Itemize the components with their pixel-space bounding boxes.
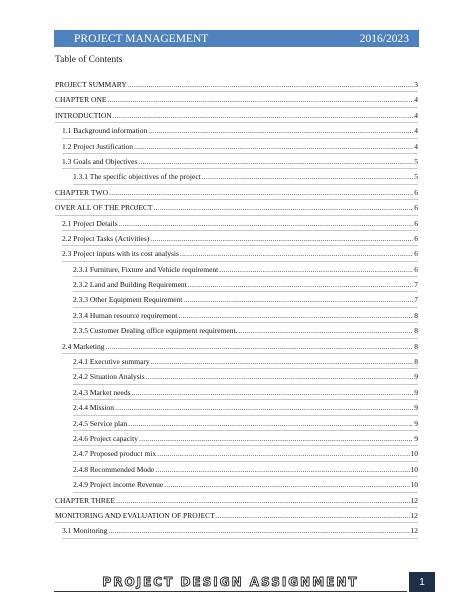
toc-entry-page: 12 (410, 510, 418, 520)
toc-entry-page: 8 (414, 357, 418, 367)
toc-entry-label: 2.3.4 Human resource requirement (73, 310, 178, 320)
toc-dot-leader (154, 203, 414, 212)
toc-entry[interactable] (55, 247, 418, 262)
toc-dot-leader (113, 111, 414, 120)
toc-entry-label: 2.4.5 Service plan (73, 418, 128, 428)
toc-entry-divider (62, 153, 418, 154)
toc-entry-divider (73, 368, 418, 369)
toc-dot-leader (139, 434, 413, 443)
toc-dot-leader (155, 465, 409, 474)
toc-entry-page: 5 (414, 172, 418, 182)
toc-entry-label: MONITORING AND EVALUATION OF PROJECT (55, 510, 215, 520)
toc-entry-divider (73, 384, 418, 385)
toc-entry-divider (73, 445, 418, 446)
toc-entry[interactable] (55, 478, 418, 493)
toc-entry-page: 6 (414, 233, 418, 243)
toc-entry-divider (55, 91, 418, 92)
toc-entry-label: 1.3 Goals and Objectives (62, 156, 138, 166)
toc-entry-label: OVER ALL OF THE PROJECT (55, 203, 153, 213)
toc-entry-label: 2.4.4 Mission (73, 403, 115, 413)
toc-entry-page: 9 (414, 433, 418, 443)
toc-entry-page: 5 (414, 156, 418, 166)
toc-dot-leader (116, 496, 409, 505)
toc-entry-page: 4 (414, 110, 418, 120)
toc-dot-leader (180, 249, 413, 258)
toc-entry-label: 2.4.8 Recommended Mode (73, 464, 155, 474)
toc-entry-divider (55, 507, 418, 508)
toc-entry-page: 9 (414, 418, 418, 428)
toc-entry[interactable] (55, 109, 418, 124)
toc-entry-label: 3.1 Monitoring (62, 526, 108, 536)
toc-entry[interactable] (55, 263, 418, 278)
toc-entry[interactable] (55, 324, 418, 339)
toc-dot-leader (157, 449, 409, 458)
toc-entry[interactable] (55, 494, 418, 509)
footer-divider (54, 591, 407, 592)
toc-dot-leader (216, 511, 410, 520)
toc-entry-page: 7 (414, 280, 418, 290)
toc-entry-label: 2.3.2 Land and Building Requirement (73, 280, 187, 290)
toc-entry-label: CHAPTER ONE (55, 95, 107, 105)
toc-entry[interactable] (55, 370, 418, 385)
toc-entry-divider (73, 399, 418, 400)
toc-entry-divider (55, 199, 418, 200)
toc-entry-page: 9 (414, 372, 418, 382)
toc-dot-leader (119, 219, 414, 228)
toc-entry[interactable] (55, 340, 418, 355)
toc-entry-divider (62, 353, 418, 354)
toc-entry-divider (73, 307, 418, 308)
toc-entry-page: 3 (414, 80, 418, 89)
toc-entry-label: INTRODUCTION (55, 110, 112, 120)
toc-entry-label: 2.4.2 Situation Analysis (73, 372, 145, 382)
toc-entry[interactable] (55, 309, 418, 324)
toc-entry-divider (73, 322, 418, 323)
toc-entry-label: 2.4.9 Project income Revenue (73, 480, 164, 490)
toc-entry-divider (73, 430, 418, 431)
toc-heading: Table of Contents (55, 55, 123, 65)
toc-dot-leader (134, 142, 413, 151)
toc-dot-leader (183, 295, 413, 304)
toc-dot-leader (138, 157, 413, 166)
toc-entry-page: 6 (414, 218, 418, 228)
toc-entry-page: 7 (414, 295, 418, 305)
toc-entry-label: 2.3 Project inputs with its cost analysis (62, 249, 179, 259)
toc-entry-divider (73, 476, 418, 477)
toc-entry-label: PROJECT SUMMARY (55, 80, 127, 89)
header-title: PROJECT MANAGEMENT (74, 32, 209, 45)
toc-entry-label: 2.4 Marketing (62, 341, 105, 351)
toc-entry-divider (73, 415, 418, 416)
toc-dot-leader (108, 526, 409, 535)
toc-entry[interactable] (55, 432, 418, 447)
toc-entry[interactable] (55, 524, 418, 539)
toc-entry[interactable] (55, 355, 418, 370)
header-year: 2016/2023 (359, 32, 409, 45)
toc-entry-label: 2.3.1 Furniture, Fixture and Vehicle requirement (73, 264, 219, 274)
toc-dot-leader (219, 265, 413, 274)
toc-entry[interactable] (55, 186, 418, 201)
toc-entry-label: 2.4.7 Proposed product mix (73, 449, 157, 459)
toc-entry[interactable] (55, 124, 418, 139)
toc-dot-leader (131, 388, 413, 397)
toc-entry-divider (62, 138, 418, 139)
toc-entry-divider (62, 538, 418, 539)
toc-entry[interactable] (55, 386, 418, 401)
toc-entry-page: 4 (414, 126, 418, 136)
toc-entry-page: 12 (410, 526, 418, 536)
toc-entry-label: 1.1 Background information (62, 126, 148, 136)
toc-entry-label: 2.4.3 Market needs (73, 387, 131, 397)
toc-dot-leader (128, 80, 413, 89)
toc-entry[interactable] (55, 278, 418, 293)
toc-entry-divider (73, 276, 418, 277)
toc-dot-leader (178, 311, 413, 320)
toc-entry-page: 6 (414, 249, 418, 259)
toc-dot-leader (188, 280, 414, 289)
toc-entry-page: 8 (414, 326, 418, 336)
toc-entry-divider (55, 122, 418, 123)
toc-entry-page: 12 (410, 495, 418, 505)
toc-entry[interactable] (55, 93, 418, 108)
toc-dot-leader (107, 95, 413, 104)
toc-entry-label: 2.3.5 Customer Dealing office equipment requirement. (73, 326, 238, 336)
toc-entry-page: 8 (414, 341, 418, 351)
toc-dot-leader (128, 419, 413, 428)
toc-entry-divider (62, 261, 418, 262)
toc-entry-divider (62, 245, 418, 246)
toc-entry-label: 1.3.1 The specific objectives of the project (73, 172, 201, 182)
toc-entry[interactable] (55, 417, 418, 432)
toc-dot-leader (202, 172, 414, 181)
toc-entry-label: CHAPTER TWO (55, 187, 108, 197)
toc-entry[interactable] (55, 293, 418, 308)
toc-entry[interactable] (55, 170, 418, 185)
toc-dot-leader (106, 342, 414, 351)
toc-entry-page: 4 (414, 95, 418, 105)
footer-banner: PROJECT DESIGN ASSIGNMENT (102, 575, 359, 589)
toc-dot-leader (148, 126, 413, 135)
toc-entry-divider (73, 338, 418, 339)
toc-entry-page: 9 (414, 403, 418, 413)
page-header (54, 30, 419, 47)
toc-entry-divider (73, 461, 418, 462)
toc-entry-page: 10 (410, 480, 418, 490)
toc-entry-page: 10 (410, 449, 418, 459)
toc-entry-page: 10 (410, 464, 418, 474)
toc-dot-leader (151, 357, 414, 366)
toc-entry-label: 2.4.6 Project capacity (73, 433, 138, 443)
toc-entry-label: 2.3.3 Other Equipment Requirement (73, 295, 183, 305)
toc-entry-divider (62, 230, 418, 231)
toc-dot-leader (164, 480, 409, 489)
toc-dot-leader (146, 372, 414, 381)
toc-entry-page: 8 (414, 310, 418, 320)
toc-entry-page: 9 (414, 387, 418, 397)
toc-entry-divider (55, 107, 418, 108)
toc-dot-leader (109, 188, 413, 197)
toc-entry-label: CHAPTER THREE (55, 495, 116, 505)
toc-entry-divider (73, 291, 418, 292)
toc-entry-label: 2.1 Project Details (62, 218, 118, 228)
toc-entry[interactable] (55, 447, 418, 462)
page-number-badge: 1 (409, 572, 435, 592)
toc-entry-divider (55, 215, 418, 216)
toc-entry[interactable] (55, 217, 418, 232)
toc-entry-divider (62, 168, 418, 169)
toc-entry[interactable] (55, 232, 418, 247)
toc-entry-label: 1.2 Project Justification (62, 141, 134, 151)
toc-entry-label: 2.4.1 Executive summary (73, 357, 150, 367)
toc-entry[interactable] (55, 401, 418, 416)
toc-dot-leader (238, 326, 413, 335)
toc-entry[interactable] (55, 140, 418, 155)
toc-dot-leader (115, 403, 413, 412)
toc-entry[interactable] (55, 78, 418, 93)
toc-entry-divider (55, 522, 418, 523)
toc-entry-page: 6 (414, 187, 418, 197)
toc-entry[interactable] (55, 201, 418, 216)
toc-entry[interactable] (55, 155, 418, 170)
toc-entry-page: 4 (414, 141, 418, 151)
toc-entry[interactable] (55, 509, 418, 524)
toc-entry-page: 6 (414, 264, 418, 274)
toc-entry-divider (73, 492, 418, 493)
toc-entry-label: 2.2 Project Tasks (Activities) (62, 233, 150, 243)
toc-list (55, 78, 418, 540)
toc-entry-divider (73, 184, 418, 185)
toc-entry[interactable] (55, 463, 418, 478)
toc-dot-leader (150, 234, 413, 243)
toc-entry-page: 6 (414, 203, 418, 213)
